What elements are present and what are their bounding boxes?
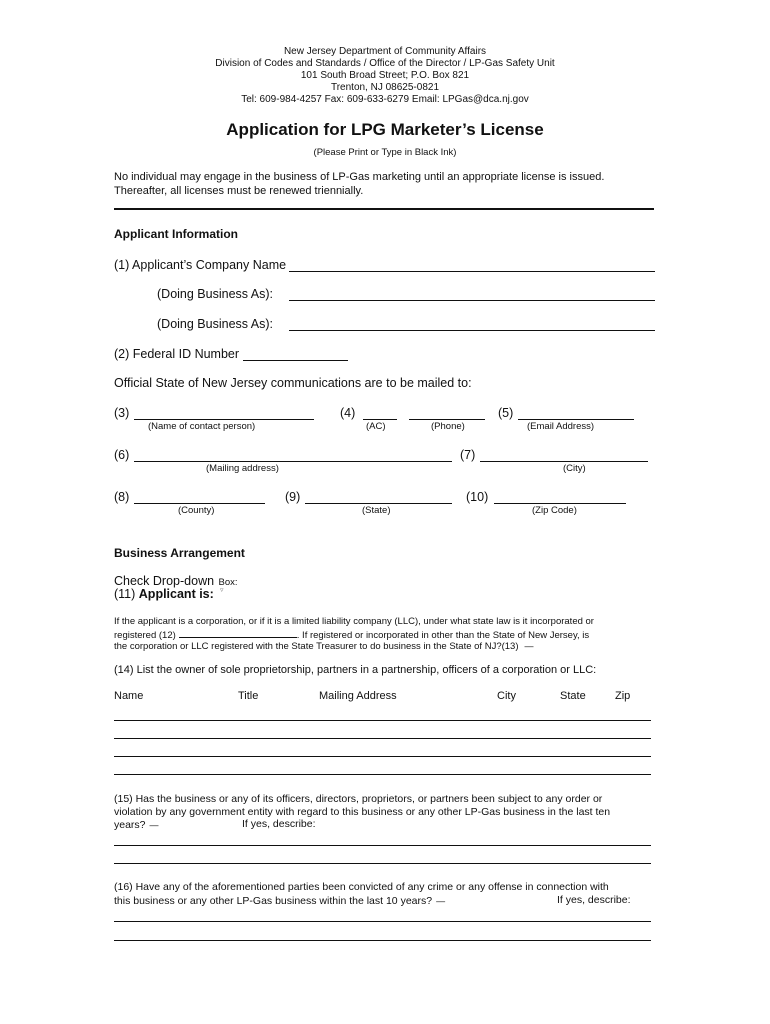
check-box-text: Box: xyxy=(218,577,238,588)
company-name-label: (1) Applicant’s Company Name xyxy=(114,258,287,272)
registered-label: registered (12) xyxy=(114,630,176,641)
applicant-heading: Applicant Information xyxy=(114,227,238,241)
mailing-instructions: Official State of New Jersey communications are to be mailed to: xyxy=(114,376,472,390)
corp-line-1: If the applicant is a corporation, or if it is a limited liability company (LLC), under what state law is it incorporated or xyxy=(114,616,594,627)
county-caption: (County) xyxy=(178,505,215,516)
county-field[interactable] xyxy=(134,503,265,504)
q15-line-2: violation by any government entity with regard to this business or any other LP-Gas business in the last ten xyxy=(114,806,611,818)
section-divider xyxy=(114,208,654,210)
q15-line-3 xyxy=(114,818,159,832)
q16-dropdown[interactable]: — xyxy=(436,896,446,906)
agency-city: Trenton, NJ 08625-0821 xyxy=(330,82,440,93)
intro-line-2: Thereafter, all licenses must be renewed triennially. xyxy=(114,185,364,197)
mailing-address-field[interactable] xyxy=(134,461,452,462)
agency-name: New Jersey Department of Community Affairs xyxy=(283,46,487,57)
col-title: Title xyxy=(238,690,259,702)
state-caption: (State) xyxy=(362,505,391,516)
q16-describe-line-2[interactable] xyxy=(114,940,651,941)
check-dropdown-text: Check Drop-down xyxy=(114,574,215,588)
corp-line-3 xyxy=(114,640,534,653)
email-field[interactable] xyxy=(518,419,634,420)
applicant-type-label: (11) Applicant is: xyxy=(114,587,214,601)
q16-line-1: (16) Have any of the aforementioned parties been convicted of any crime or any offense in connection with xyxy=(114,881,609,893)
intro-line-1: No individual may engage in the business of LP-Gas marketing until an appropriate license is issued. xyxy=(114,171,605,183)
q16-describe-label: If yes, describe: xyxy=(557,894,631,906)
phone-caption: (Phone) xyxy=(431,421,465,432)
col-zip: Zip xyxy=(615,690,631,702)
applicant-type-dropdown[interactable]: ▿ xyxy=(220,587,224,594)
phone-field[interactable] xyxy=(409,419,485,420)
owner-row-4[interactable] xyxy=(114,774,651,775)
q16-line-2 xyxy=(114,894,445,908)
field-8-label: (8) xyxy=(114,490,130,504)
field-7-label: (7) xyxy=(460,448,476,462)
q15-describe-label: If yes, describe: xyxy=(242,818,316,830)
corp-line-2-rest: . If registered or incorporated in other than the State of New Jersey, is xyxy=(296,630,590,641)
area-code-field[interactable] xyxy=(363,419,397,420)
federal-id-label: (2) Federal ID Number xyxy=(114,347,240,361)
owner-row-3[interactable] xyxy=(114,756,651,757)
q15-describe-line-2[interactable] xyxy=(114,863,651,864)
q16-question-text: this business or any other LP-Gas business within the last 10 years? xyxy=(114,895,433,907)
zip-caption: (Zip Code) xyxy=(532,505,577,516)
owner-row-1[interactable] xyxy=(114,720,651,721)
email-caption: (Email Address) xyxy=(527,421,595,432)
page-subtitle: (Please Print or Type in Black Ink) xyxy=(313,147,457,158)
q15-dropdown[interactable]: — xyxy=(149,820,159,830)
dba2-label: (Doing Business As): xyxy=(157,317,274,331)
field-6-label: (6) xyxy=(114,448,130,462)
q15-line-1: (15) Has the business or any of its officers, directors, proprietors, or partners been subject to any order or xyxy=(114,793,603,805)
owner-row-2[interactable] xyxy=(114,738,651,739)
col-name: Name xyxy=(114,690,144,702)
dba1-field[interactable] xyxy=(289,300,655,301)
dba2-field[interactable] xyxy=(289,330,655,331)
agency-street: 101 South Broad Street; P.O. Box 821 xyxy=(300,70,470,81)
owners-list-label: (14) List the owner of sole proprietorship, partners in a partnership, officers of a corporation or LLC: xyxy=(114,664,597,676)
col-city: City xyxy=(497,690,516,702)
col-state: State xyxy=(560,690,586,702)
area-code-caption: (AC) xyxy=(366,421,386,432)
zip-field[interactable] xyxy=(494,503,626,504)
mailing-address-caption: (Mailing address) xyxy=(206,463,279,474)
agency-contact: Tel: 609-984-4257 Fax: 609-633-6279 Email: LPGas@dca.nj.gov xyxy=(241,94,529,105)
field-5-label: (5) xyxy=(498,406,514,420)
business-heading: Business Arrangement xyxy=(114,546,245,560)
intro-text xyxy=(114,170,604,198)
col-mailing-address: Mailing Address xyxy=(319,690,397,702)
field-4-label: (4) xyxy=(340,406,356,420)
applicant-is-text: Applicant is: xyxy=(138,587,214,601)
company-name-field[interactable] xyxy=(289,271,655,272)
federal-id-field[interactable] xyxy=(243,360,348,361)
state-field[interactable] xyxy=(305,503,452,504)
contact-name-field[interactable] xyxy=(134,419,314,420)
dba1-label: (Doing Business As): xyxy=(157,287,274,301)
city-caption: (City) xyxy=(563,463,586,474)
q15-describe-line-1[interactable] xyxy=(114,845,651,846)
q16-describe-line-1[interactable] xyxy=(114,921,651,922)
page-title: Application for LPG Marketer’s License xyxy=(226,120,544,139)
field-10-label: (10) xyxy=(466,490,489,504)
treasurer-question: the corporation or LLC registered with the State Treasurer to do business in the State of NJ?(13) xyxy=(114,641,519,652)
agency-division: Division of Codes and Standards / Office of the Director / LP-Gas Safety Unit xyxy=(215,58,555,69)
contact-name-caption: (Name of contact person) xyxy=(148,421,256,432)
field-9-label: (9) xyxy=(285,490,301,504)
q15-years-text: years? xyxy=(114,819,146,831)
field-3-label: (3) xyxy=(114,406,130,420)
city-field[interactable] xyxy=(480,461,648,462)
nj-registration-dropdown[interactable]: — xyxy=(524,641,534,651)
registered-state-field[interactable] xyxy=(179,628,297,638)
